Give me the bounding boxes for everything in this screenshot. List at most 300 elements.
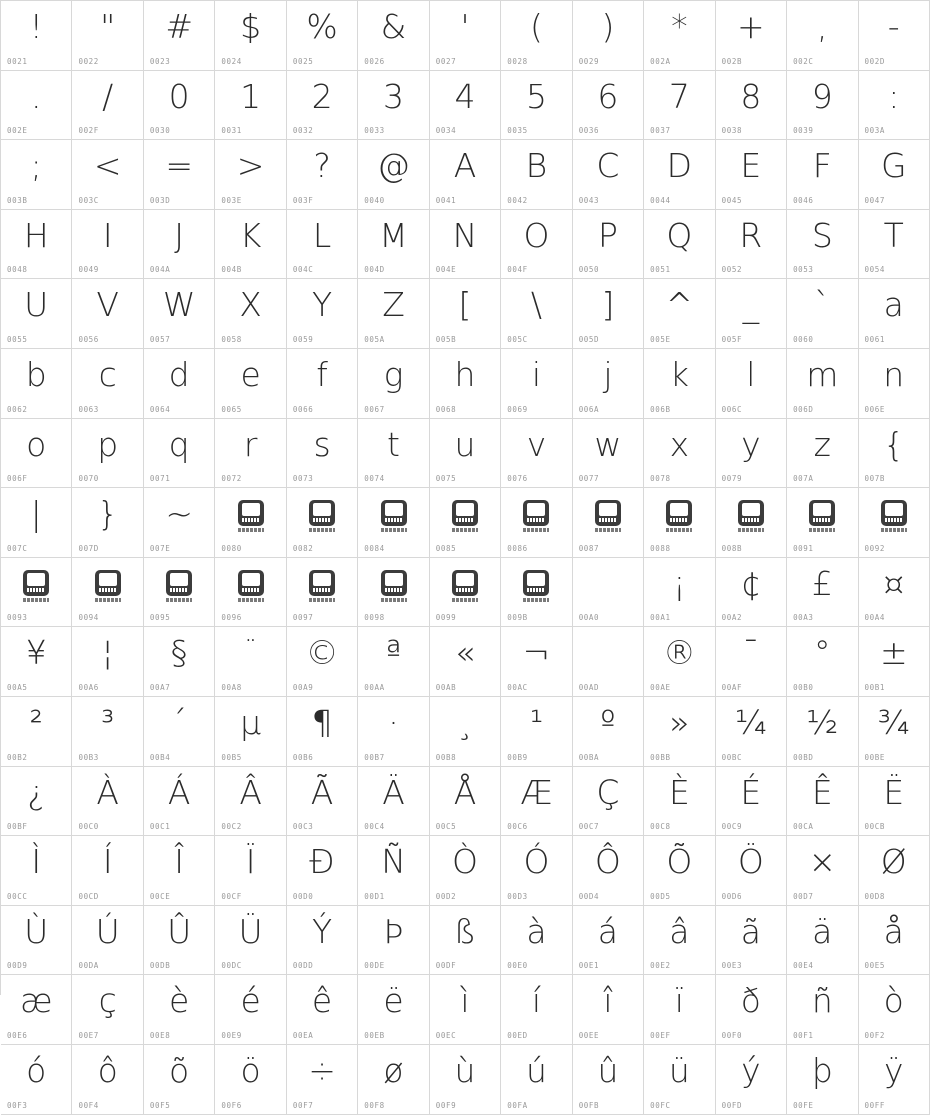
glyph-character: Ë bbox=[883, 772, 905, 812]
glyph-cell[interactable] bbox=[358, 71, 429, 141]
glyph-cell[interactable] bbox=[644, 71, 715, 141]
glyph-cell[interactable] bbox=[430, 279, 501, 349]
glyph-cell[interactable] bbox=[716, 767, 787, 837]
glyph-cell[interactable] bbox=[144, 1, 215, 71]
glyph-cell[interactable] bbox=[787, 697, 858, 767]
glyph-character: = bbox=[165, 146, 193, 186]
glyph-cell[interactable] bbox=[644, 488, 715, 558]
glyph-character: 1 bbox=[240, 76, 262, 116]
glyph-character: ÿ bbox=[884, 1050, 904, 1090]
glyph-cell[interactable] bbox=[501, 906, 572, 976]
glyph-codepoint: 0055 bbox=[7, 334, 28, 344]
glyph-cell[interactable] bbox=[787, 1, 858, 71]
glyph-cell[interactable] bbox=[72, 767, 143, 837]
glyph-cell[interactable] bbox=[287, 975, 358, 1045]
glyph-cell[interactable] bbox=[358, 140, 429, 210]
glyph-cell[interactable] bbox=[215, 697, 286, 767]
glyph-cell[interactable] bbox=[144, 71, 215, 141]
glyph-character: Ð bbox=[309, 842, 335, 882]
glyph-character: ø bbox=[383, 1050, 404, 1090]
glyph-codepoint: 00E2 bbox=[650, 961, 671, 971]
glyph-codepoint: 00B5 bbox=[221, 752, 242, 762]
glyph-character: j bbox=[603, 354, 613, 394]
glyph-codepoint: 003E bbox=[221, 195, 242, 205]
glyph-character: æ bbox=[20, 981, 53, 1021]
glyph-cell[interactable] bbox=[215, 210, 286, 280]
glyph-cell[interactable] bbox=[144, 767, 215, 837]
glyph-codepoint: 005F bbox=[721, 334, 743, 344]
glyph-codepoint: 00F0 bbox=[721, 1030, 743, 1040]
glyph-cell[interactable] bbox=[1, 627, 72, 697]
glyph-cell[interactable] bbox=[72, 140, 143, 210]
glyph-cell[interactable] bbox=[72, 279, 143, 349]
glyph-codepoint: 0097 bbox=[292, 613, 314, 623]
glyph-codepoint: 0040 bbox=[364, 195, 385, 205]
glyph-codepoint: 00DD bbox=[292, 961, 314, 971]
glyph-codepoint: 0080 bbox=[221, 543, 242, 553]
glyph-character: ú bbox=[525, 1050, 547, 1090]
glyph-character: ¨ bbox=[242, 633, 259, 673]
glyph-codepoint: 00EB bbox=[364, 1030, 385, 1040]
glyph-cell[interactable] bbox=[501, 1, 572, 71]
glyph-cell[interactable] bbox=[215, 906, 286, 976]
glyph-cell[interactable] bbox=[215, 1045, 286, 1115]
glyph-cell[interactable] bbox=[501, 627, 572, 697]
glyph-cell[interactable] bbox=[644, 975, 715, 1045]
glyph-cell[interactable] bbox=[1, 1045, 72, 1115]
glyph-cell[interactable] bbox=[644, 419, 715, 489]
glyph-cell[interactable] bbox=[287, 836, 358, 906]
glyph-character: ü bbox=[668, 1050, 690, 1090]
glyph-codepoint: 00AA bbox=[364, 682, 385, 692]
glyph-cell[interactable] bbox=[287, 71, 358, 141]
glyph-cell[interactable] bbox=[144, 210, 215, 280]
glyph-cell[interactable] bbox=[859, 349, 930, 419]
glyph-cell[interactable] bbox=[859, 210, 930, 280]
glyph-codepoint: 0031 bbox=[221, 126, 242, 136]
glyph-codepoint: 0093 bbox=[7, 613, 28, 623]
glyph-cell[interactable] bbox=[573, 140, 644, 210]
glyph-character: à bbox=[526, 911, 547, 951]
glyph-cell[interactable] bbox=[787, 279, 858, 349]
glyph-cell[interactable] bbox=[644, 1045, 715, 1115]
glyph-codepoint: 0087 bbox=[578, 543, 600, 553]
glyph-cell[interactable] bbox=[72, 558, 143, 628]
glyph-cell[interactable] bbox=[144, 419, 215, 489]
glyph-cell[interactable] bbox=[716, 140, 787, 210]
glyph-character: ¯ bbox=[742, 633, 760, 673]
glyph-cell[interactable] bbox=[72, 1, 143, 71]
glyph-cell[interactable] bbox=[716, 975, 787, 1045]
glyph-cell[interactable] bbox=[573, 1, 644, 71]
glyph-character: o bbox=[26, 424, 47, 464]
glyph-cell[interactable] bbox=[287, 1, 358, 71]
glyph-cell[interactable] bbox=[787, 906, 858, 976]
glyph-character: C bbox=[596, 146, 620, 186]
glyph-codepoint: 00FF bbox=[864, 1100, 885, 1110]
glyph-cell[interactable] bbox=[1, 419, 72, 489]
glyph-cell[interactable] bbox=[787, 627, 858, 697]
glyph-cell[interactable] bbox=[1, 836, 72, 906]
glyph-character: { bbox=[883, 424, 905, 464]
glyph-cell[interactable] bbox=[430, 767, 501, 837]
glyph-cell[interactable] bbox=[716, 349, 787, 419]
glyph-codepoint: 0043 bbox=[578, 195, 600, 205]
glyph-cell[interactable] bbox=[859, 279, 930, 349]
glyph-codepoint: 0033 bbox=[364, 126, 385, 136]
glyph-cell[interactable] bbox=[787, 140, 858, 210]
glyph-cell[interactable] bbox=[787, 836, 858, 906]
glyph-codepoint: 00FC bbox=[650, 1100, 671, 1110]
glyph-codepoint: 0072 bbox=[221, 474, 242, 484]
glyph-character: Ý bbox=[311, 911, 333, 951]
glyph-codepoint: 00D2 bbox=[435, 891, 457, 901]
glyph-cell[interactable] bbox=[644, 627, 715, 697]
glyph-character: Ô bbox=[594, 842, 621, 882]
glyph-cell[interactable] bbox=[573, 627, 644, 697]
glyph-cell[interactable] bbox=[358, 488, 429, 558]
notdef-caption-lines bbox=[881, 528, 907, 532]
glyph-cell[interactable] bbox=[859, 767, 930, 837]
glyph-codepoint: 005D bbox=[578, 334, 600, 344]
glyph-cell[interactable] bbox=[144, 836, 215, 906]
glyph-cell[interactable] bbox=[287, 488, 358, 558]
glyph-character: V bbox=[96, 285, 119, 325]
glyph-cell[interactable] bbox=[501, 1045, 572, 1115]
glyph-codepoint: 00B0 bbox=[793, 682, 814, 692]
glyph-cell[interactable] bbox=[859, 1045, 930, 1115]
glyph-cell[interactable] bbox=[430, 140, 501, 210]
glyph-cell[interactable] bbox=[716, 210, 787, 280]
glyph-cell[interactable] bbox=[358, 419, 429, 489]
glyph-cell[interactable] bbox=[716, 488, 787, 558]
glyph-character: À bbox=[96, 772, 119, 812]
glyph-cell[interactable] bbox=[72, 975, 143, 1045]
glyph-cell[interactable] bbox=[1, 697, 72, 767]
glyph-cell[interactable] bbox=[358, 1045, 429, 1115]
glyph-cell[interactable] bbox=[1, 906, 72, 976]
glyph-cell[interactable] bbox=[644, 1, 715, 71]
glyph-cell[interactable] bbox=[859, 488, 930, 558]
glyph-cell[interactable] bbox=[859, 419, 930, 489]
glyph-cell[interactable] bbox=[358, 697, 429, 767]
glyph-codepoint: 00EA bbox=[292, 1030, 314, 1040]
glyph-cell[interactable] bbox=[144, 558, 215, 628]
glyph-cell[interactable] bbox=[215, 279, 286, 349]
glyph-cell[interactable] bbox=[859, 906, 930, 976]
glyph-cell[interactable] bbox=[644, 279, 715, 349]
glyph-cell[interactable] bbox=[1, 975, 72, 1045]
glyph-cell[interactable] bbox=[144, 697, 215, 767]
glyph-cell[interactable] bbox=[644, 906, 715, 976]
glyph-cell[interactable] bbox=[787, 975, 858, 1045]
glyph-cell[interactable] bbox=[859, 140, 930, 210]
glyph-cell[interactable] bbox=[787, 210, 858, 280]
glyph-cell[interactable] bbox=[358, 906, 429, 976]
glyph-cell[interactable] bbox=[430, 419, 501, 489]
glyph-cell[interactable] bbox=[787, 767, 858, 837]
glyph-codepoint: 00AC bbox=[507, 682, 528, 692]
glyph-cell[interactable] bbox=[501, 210, 572, 280]
glyph-cell[interactable] bbox=[573, 210, 644, 280]
glyph-codepoint: 0030 bbox=[149, 126, 171, 136]
glyph-cell[interactable] bbox=[501, 558, 572, 628]
glyph-codepoint: 003B bbox=[7, 195, 28, 205]
glyph-cell[interactable] bbox=[215, 349, 286, 419]
glyph-cell[interactable] bbox=[287, 627, 358, 697]
glyph-cell[interactable] bbox=[787, 1045, 858, 1115]
glyph-cell[interactable] bbox=[859, 836, 930, 906]
glyph-codepoint: 00F3 bbox=[7, 1100, 28, 1110]
glyph-codepoint: 00CB bbox=[864, 822, 885, 832]
glyph-cell[interactable] bbox=[501, 71, 572, 141]
glyph-cell[interactable] bbox=[716, 279, 787, 349]
glyph-cell[interactable] bbox=[430, 975, 501, 1045]
glyph-cell[interactable] bbox=[72, 836, 143, 906]
glyph-cell[interactable] bbox=[859, 697, 930, 767]
glyph-cell[interactable] bbox=[287, 419, 358, 489]
glyph-cell[interactable] bbox=[430, 1, 501, 71]
glyph-codepoint: 006A bbox=[578, 404, 600, 414]
glyph-cell[interactable] bbox=[72, 419, 143, 489]
glyph-codepoint: 0044 bbox=[650, 195, 671, 205]
glyph-cell[interactable] bbox=[430, 488, 501, 558]
glyph-cell[interactable] bbox=[1, 767, 72, 837]
glyph-cell[interactable] bbox=[644, 349, 715, 419]
glyph-cell[interactable] bbox=[573, 975, 644, 1045]
glyph-cell[interactable] bbox=[72, 627, 143, 697]
glyph-cell[interactable] bbox=[215, 836, 286, 906]
glyph-codepoint: 0023 bbox=[149, 56, 171, 66]
glyph-cell[interactable] bbox=[144, 279, 215, 349]
glyph-cell[interactable] bbox=[430, 349, 501, 419]
glyph-character: N bbox=[452, 215, 478, 255]
glyph-cell[interactable] bbox=[716, 1045, 787, 1115]
glyph-cell[interactable] bbox=[859, 1, 930, 71]
glyph-cell[interactable] bbox=[215, 140, 286, 210]
glyph-cell[interactable] bbox=[573, 1045, 644, 1115]
glyph-cell[interactable] bbox=[716, 836, 787, 906]
glyph-cell[interactable] bbox=[72, 210, 143, 280]
glyph-cell[interactable] bbox=[215, 767, 286, 837]
glyph-character: ¢ bbox=[740, 563, 762, 603]
glyph-cell[interactable] bbox=[215, 488, 286, 558]
glyph-cell[interactable] bbox=[358, 210, 429, 280]
glyph-cell[interactable] bbox=[215, 627, 286, 697]
glyph-cell[interactable] bbox=[287, 210, 358, 280]
glyph-codepoint: 00B8 bbox=[435, 752, 457, 762]
glyph-character: Z bbox=[382, 285, 405, 325]
glyph-character: ã bbox=[740, 911, 761, 951]
glyph-cell[interactable] bbox=[358, 836, 429, 906]
glyph-cell[interactable] bbox=[72, 71, 143, 141]
glyph-character: û bbox=[597, 1050, 619, 1090]
glyph-cell[interactable] bbox=[430, 71, 501, 141]
notdef-caption-lines bbox=[523, 598, 549, 602]
glyph-cell[interactable] bbox=[787, 419, 858, 489]
glyph-cell[interactable] bbox=[573, 419, 644, 489]
glyph-character: a bbox=[883, 285, 904, 325]
glyph-codepoint: 00C5 bbox=[435, 822, 457, 832]
glyph-cell[interactable] bbox=[287, 906, 358, 976]
glyph-codepoint: 00AD bbox=[578, 682, 600, 692]
glyph-cell[interactable] bbox=[501, 349, 572, 419]
glyph-cell[interactable] bbox=[1, 488, 72, 558]
glyph-cell[interactable] bbox=[287, 140, 358, 210]
glyph-cell[interactable] bbox=[1, 140, 72, 210]
glyph-cell[interactable] bbox=[716, 627, 787, 697]
glyph-cell[interactable] bbox=[144, 1045, 215, 1115]
glyph-cell[interactable] bbox=[716, 1, 787, 71]
glyph-codepoint: 0065 bbox=[221, 404, 242, 414]
notdef-icon bbox=[523, 570, 549, 596]
glyph-cell[interactable] bbox=[430, 627, 501, 697]
glyph-codepoint: 00F2 bbox=[864, 1030, 885, 1040]
glyph-cell[interactable] bbox=[501, 697, 572, 767]
glyph-character: Û bbox=[167, 911, 192, 951]
glyph-cell[interactable] bbox=[72, 906, 143, 976]
glyph-cell[interactable] bbox=[501, 488, 572, 558]
glyph-cell[interactable] bbox=[573, 488, 644, 558]
glyph-codepoint: 00A9 bbox=[292, 682, 314, 692]
glyph-cell[interactable] bbox=[573, 349, 644, 419]
glyph-character: ± bbox=[879, 633, 908, 673]
glyph-cell[interactable] bbox=[287, 279, 358, 349]
glyph-codepoint: 002F bbox=[78, 126, 99, 136]
glyph-cell[interactable] bbox=[215, 1, 286, 71]
glyph-cell[interactable] bbox=[501, 140, 572, 210]
notdef-icon bbox=[166, 570, 192, 596]
glyph-cell[interactable] bbox=[716, 558, 787, 628]
glyph-cell[interactable] bbox=[358, 1, 429, 71]
glyph-cell[interactable] bbox=[501, 975, 572, 1045]
notdef-caption-lines bbox=[381, 528, 407, 532]
notdef-icon bbox=[809, 500, 835, 526]
glyph-cell[interactable] bbox=[144, 488, 215, 558]
glyph-cell[interactable] bbox=[716, 906, 787, 976]
glyph-codepoint: 00C8 bbox=[650, 822, 671, 832]
glyph-cell[interactable] bbox=[215, 558, 286, 628]
glyph-cell[interactable] bbox=[644, 767, 715, 837]
glyph-cell[interactable] bbox=[501, 836, 572, 906]
glyph-codepoint: 0071 bbox=[149, 474, 171, 484]
glyph-cell[interactable] bbox=[859, 558, 930, 628]
glyph-cell[interactable] bbox=[144, 140, 215, 210]
glyph-character: ¹ bbox=[529, 702, 544, 742]
glyph-cell[interactable] bbox=[72, 488, 143, 558]
glyph-character bbox=[573, 629, 643, 677]
glyph-cell[interactable] bbox=[644, 836, 715, 906]
glyph-cell[interactable] bbox=[72, 1045, 143, 1115]
glyph-cell[interactable] bbox=[573, 279, 644, 349]
glyph-character: ^ bbox=[665, 285, 694, 325]
glyph-character: : bbox=[888, 76, 900, 116]
glyph-cell[interactable] bbox=[72, 349, 143, 419]
glyph-cell[interactable] bbox=[644, 558, 715, 628]
glyph-cell[interactable] bbox=[501, 767, 572, 837]
glyph-cell[interactable] bbox=[215, 975, 286, 1045]
glyph-codepoint: 00BA bbox=[578, 752, 600, 762]
glyph-codepoint: 0074 bbox=[364, 474, 385, 484]
glyph-cell[interactable] bbox=[144, 975, 215, 1045]
glyph-cell[interactable] bbox=[430, 210, 501, 280]
glyph-cell[interactable] bbox=[144, 906, 215, 976]
glyph-cell[interactable] bbox=[287, 558, 358, 628]
glyph-cell[interactable] bbox=[215, 71, 286, 141]
glyph-codepoint: 00A3 bbox=[793, 613, 814, 623]
glyph-cell[interactable] bbox=[787, 558, 858, 628]
glyph-cell[interactable] bbox=[358, 349, 429, 419]
glyph-cell[interactable] bbox=[287, 767, 358, 837]
glyph-cell[interactable] bbox=[1, 71, 72, 141]
glyph-cell[interactable] bbox=[573, 906, 644, 976]
glyph-cell[interactable] bbox=[501, 419, 572, 489]
glyph-cell[interactable] bbox=[716, 71, 787, 141]
glyph-cell[interactable] bbox=[430, 1045, 501, 1115]
glyph-codepoint: 0073 bbox=[292, 474, 314, 484]
glyph-cell[interactable] bbox=[430, 697, 501, 767]
glyph-cell[interactable] bbox=[430, 906, 501, 976]
glyph-codepoint: 00E5 bbox=[864, 961, 885, 971]
glyph-character: 4 bbox=[454, 76, 476, 116]
glyph-cell[interactable] bbox=[1, 558, 72, 628]
glyph-cell[interactable] bbox=[287, 697, 358, 767]
glyph-cell[interactable] bbox=[859, 627, 930, 697]
glyph-cell[interactable] bbox=[1, 279, 72, 349]
glyph-cell[interactable] bbox=[430, 558, 501, 628]
notdef-caption-lines bbox=[23, 598, 49, 602]
glyph-cell[interactable] bbox=[144, 349, 215, 419]
glyph-cell[interactable] bbox=[573, 71, 644, 141]
glyph-cell[interactable] bbox=[72, 697, 143, 767]
glyph-cell[interactable] bbox=[787, 71, 858, 141]
glyph-cell[interactable] bbox=[787, 488, 858, 558]
glyph-cell[interactable] bbox=[716, 419, 787, 489]
glyph-cell[interactable] bbox=[644, 140, 715, 210]
glyph-cell[interactable] bbox=[287, 1045, 358, 1115]
glyph-cell[interactable] bbox=[358, 558, 429, 628]
glyph-cell[interactable] bbox=[716, 697, 787, 767]
glyph-cell[interactable] bbox=[287, 349, 358, 419]
glyph-cell[interactable] bbox=[644, 697, 715, 767]
glyph-character: ß bbox=[453, 911, 477, 951]
glyph-cell[interactable] bbox=[1, 210, 72, 280]
glyph-cell[interactable] bbox=[573, 836, 644, 906]
glyph-cell[interactable] bbox=[430, 836, 501, 906]
glyph-cell[interactable] bbox=[859, 975, 930, 1045]
glyph-cell[interactable] bbox=[358, 279, 429, 349]
glyph-cell[interactable] bbox=[787, 349, 858, 419]
glyph-character: ¿ bbox=[27, 772, 46, 812]
glyph-cell[interactable] bbox=[644, 210, 715, 280]
glyph-cell[interactable] bbox=[1, 349, 72, 419]
glyph-cell[interactable] bbox=[215, 419, 286, 489]
glyph-cell[interactable] bbox=[358, 627, 429, 697]
glyph-cell[interactable] bbox=[501, 279, 572, 349]
glyph-cell[interactable] bbox=[1, 1, 72, 71]
glyph-cell[interactable] bbox=[358, 767, 429, 837]
glyph-cell[interactable] bbox=[358, 975, 429, 1045]
glyph-cell[interactable] bbox=[573, 697, 644, 767]
glyph-cell[interactable] bbox=[859, 71, 930, 141]
glyph-character: 6 bbox=[597, 76, 619, 116]
glyph-codepoint: 006E bbox=[864, 404, 885, 414]
glyph-cell[interactable] bbox=[144, 627, 215, 697]
glyph-cell[interactable] bbox=[573, 558, 644, 628]
glyph-cell[interactable] bbox=[573, 767, 644, 837]
glyph-codepoint: 0054 bbox=[864, 265, 885, 275]
glyph-character: Ê bbox=[811, 772, 833, 812]
